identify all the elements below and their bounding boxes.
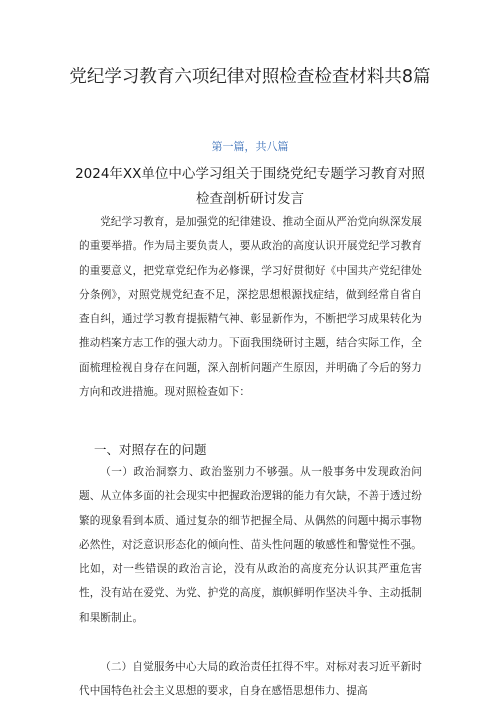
article-title: 2024年XX单位中心学习组关于围绕党纪专题学习教育对照检查剖析研讨发言: [75, 166, 425, 207]
body-paragraph-item-1: （一）政治洞察力、政治鉴别力不够强。从一般事务中发现政治问题、从立体多面的社会现实中把握政治逻辑的能力有欠缺，不善于透过纷繁的现象看到本质、通过复杂的细节把握全局、从偶然的问题中揭示事物必然性，对泛意识形态化的倾向性、苗头性问题的敏感性和警觉性不强。比如，对一些错误的政治言论，没有从政治的高度充分认识其严重危害性，没有站在爱党、为党、护党的高度，旗帜鲜明作坚决斗争、主动抵制和果断制止。: [79, 466, 422, 624]
section-heading: 一、对照存在的问题: [94, 442, 207, 457]
section-label: 第一篇，共八篇: [211, 140, 289, 153]
intro-paragraph: 党纪学习教育，是加强党的纪律建设、推动全面从严治党向纵深发展的重要举措。作为局主要负责人，要从政治的高度认识开展党纪学习教育的重要意义，把党章党纪作为必修课，学习好贯彻好《中国共产党纪律处分条例》，对照党规党纪查不足，深挖思想根源找症结，做到经常自省自查自纠，通过学习教育提振精气神、彰显新作为，不断把学习成果转化为推动档案方志工作的强大动力。下面我围绕研讨主题，结合实际工作，全面梳理检视自身存在问题，深入剖析问题产生原因，并明确了今后的努力方向和改进措施。现对照检查如下：: [79, 216, 422, 399]
document-title: 党纪学习教育六项纪律对照检查检查材料共8篇: [69, 67, 431, 87]
body-paragraph-item-2: （二）自觉服务中心大局的政治责任扛得不牢。对标对表习近平新时代中国特色社会主义思想的要求，自身在感悟思想伟力、提高: [79, 661, 422, 698]
